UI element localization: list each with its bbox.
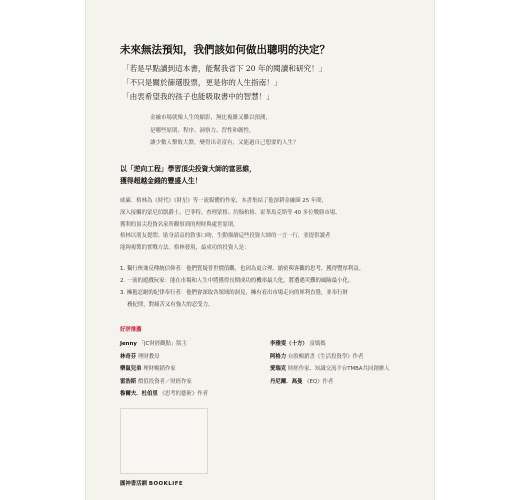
recommender (270, 352, 420, 360)
publisher-name: 圓神書活網 (120, 481, 147, 487)
recommendation-row (120, 362, 420, 375)
intro-paragraph (150, 112, 400, 150)
tagline (120, 163, 420, 187)
list-item: 2. 一流的遊戲玩家：能在市場和人生中將獲得長期成功的機率最大化，將遭遇災難的風險最小化。 (120, 278, 354, 284)
recommender-name: 林奇芬 (120, 353, 137, 360)
body-line: 格林以朋友提問、貼身請益的敘事口吻，生動描繪這些投資大師的一言一行，並提供讀者 (120, 233, 331, 240)
recommender-title: 理財暢銷作家 (143, 366, 176, 373)
recommender (120, 389, 270, 397)
recommender-title: 理財教母 (137, 353, 160, 360)
recommendation-row (120, 350, 420, 363)
intro-line: 讓少數人擊敗大盤，變得出奇富有，又能過自己想要的人生？ (150, 140, 299, 146)
quote-line: 「由衷希望我的孩子也能吸取書中的智慧！」 (122, 92, 274, 101)
recommender-title: 價值投資者／財經作家 (137, 378, 192, 385)
intro-line: 金融市場就像人生的縮影，無比複雜又難以預測， (150, 115, 272, 121)
recommender-title: 財經作家、知識交流平台TMBA共同創辦人 (287, 366, 390, 373)
body-line: 威廉．格林為《時代》《財星》等一流媒體的作家，本書集結了他深耕金融圈 25 年間， (120, 198, 328, 204)
recommender-name: 李雅雯（十方） (270, 341, 308, 348)
recommendation-row (120, 375, 420, 388)
quote-line: 「不只是關於篩選股票，更是你的人生指南！」 (122, 78, 282, 87)
list-item: 務紀律，對痛苦又有強大的忍受力。 (120, 302, 214, 308)
list-item: 3. 擁抱忍耐的紀律奉行者：他們會深取各領域的洞見，擁有看出市場走向的犀利直覺，並奉行財 (120, 290, 348, 296)
publisher-brand: BOOKLIFE (148, 481, 184, 487)
endorsement-quotes (122, 62, 412, 104)
body-line: 能夠複製的實戰方法。格林發現，最成功的投資人是： (120, 245, 250, 252)
recommender (120, 364, 270, 372)
recommender (120, 339, 270, 347)
intro-line: 是哪些原則、程序、洞察力、習性和韌性， (150, 127, 255, 134)
recommender-title: 《EQ》作者 (304, 378, 334, 385)
recommender-name: 愛瑞克 (270, 366, 287, 373)
recommendations-title: 好評推薦 (120, 327, 142, 333)
recommender (270, 377, 420, 385)
recommender-name: Jenny (120, 341, 137, 348)
publisher-footer (120, 479, 183, 487)
recommender-name: 阿格力 (270, 353, 287, 360)
tagline-line: 獲得超越金錢的豐盛人生！ (120, 177, 202, 185)
body-line: 獲利的頂尖投資名家所觀察到的理財與處世原則。 (120, 221, 239, 228)
recommender-name: 魯爾夫．杜伯里 (120, 391, 158, 398)
headline: 未來無法預知，我們該如何做出聰明的決定？ (120, 44, 330, 56)
body-line: 深入接觸的蒙尼伯凱爵士、巴菲特、查理蒙格、約翰柏格、霍華馬克斯等 40 多位戰勝市場、 (120, 209, 341, 216)
recommender-title: 「JC財經觀點」版主 (138, 341, 188, 348)
tagline-line: 以「逆向工程」學習頂尖投資大師的富思維， (120, 165, 256, 173)
recommender (120, 352, 270, 360)
recommendation-row (120, 387, 420, 400)
recommender (270, 339, 420, 347)
body-paragraph (120, 196, 420, 255)
recommender-name: 雷浩斯 (120, 378, 137, 385)
barcode-placeholder-box (120, 408, 208, 474)
recommender-title: 《思考的藝術》作者 (159, 391, 208, 398)
investor-traits-list (120, 263, 420, 311)
recommender-title: 台股暢銷書《生活投資學》作者 (287, 353, 364, 360)
recommender (270, 364, 420, 372)
recommender (120, 377, 270, 385)
recommendation-row (120, 337, 420, 350)
quote-line: 「若是早點讀到這本書，能幫我省下 20 年的閱讀和研究！」 (122, 64, 327, 73)
recommendations-grid (120, 337, 420, 400)
recommender-title: 富媽媽 (309, 341, 326, 348)
recommender-name: 丹尼爾．高曼 (270, 378, 303, 385)
list-item: 1. 獨行俠兼反傳統信仰者：他們質疑普世價值觀，也因為更合理、縝密與客觀的思考，獲得豐厚利益。 (120, 266, 365, 272)
recommender-name: 樂鼠兒弟 (120, 366, 142, 373)
